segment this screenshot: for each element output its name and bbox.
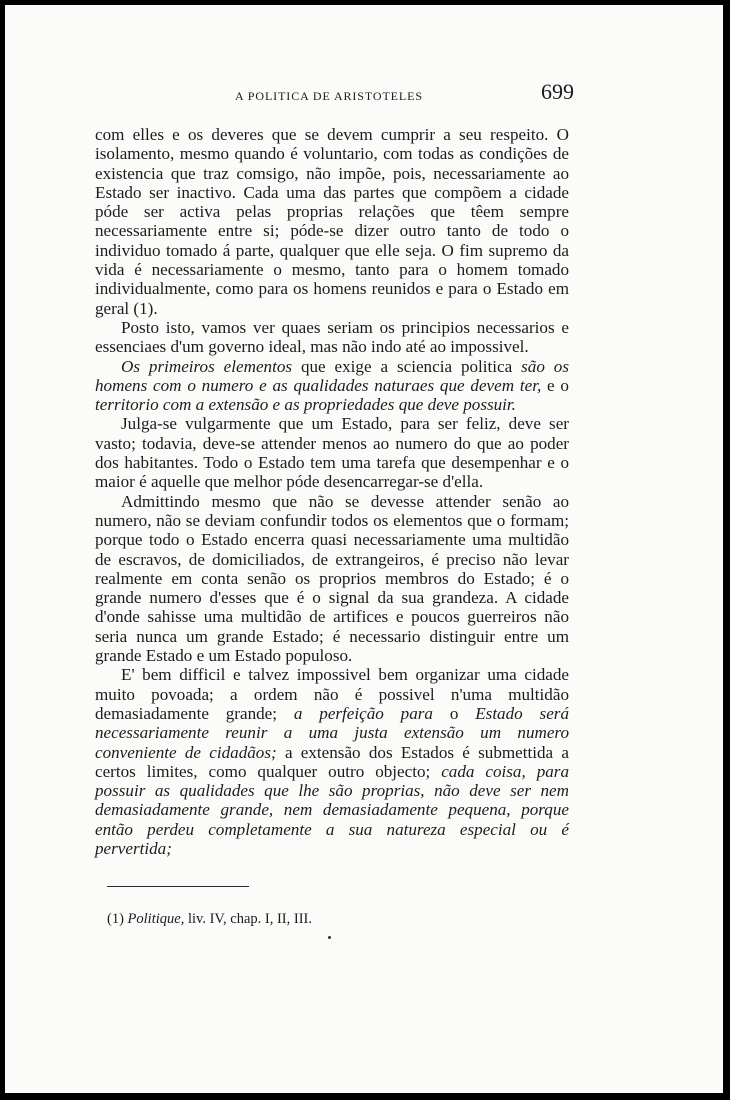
print-speck [328, 936, 331, 939]
paragraph-text: E' bem difficil e talvez impossivel bem organizar uma cidade muito povoada; a ordem não é possivel n'uma multidão demasiadamente grande; [95, 665, 569, 723]
italic-phrase: Estado será necessariamente reunir a uma justa extensão um numero conveniente de cidadãos; [95, 703, 569, 762]
running-title: A POLITICA DE ARISTOTELES [235, 89, 423, 103]
footnote-work: Politique, [127, 911, 185, 927]
paragraph-3 [95, 357, 569, 415]
paragraph-6 [95, 665, 569, 858]
italic-phrase: a perfeição para [293, 703, 433, 723]
body-text [95, 125, 569, 858]
paragraph-text: o [432, 703, 476, 723]
paragraph-1 [95, 125, 569, 318]
footnote [107, 911, 312, 928]
italic-phrase: Os primeiros elementos [121, 356, 293, 376]
footnote-marker: (1) [107, 911, 124, 927]
paragraph-text: que exige a sciencia politica [292, 356, 522, 376]
running-head [5, 79, 723, 109]
paragraph-4 [95, 414, 569, 491]
paragraph-text: e o [541, 375, 569, 395]
book-page [5, 5, 723, 1093]
page-number: 699 [541, 79, 574, 104]
paragraph-text: Admittindo mesmo que não se devesse attender senão ao numero, não se deviam confundir todos os elementos que o formam; porque todo o Estado encerra quasi necessariamente uma multidão de escravos, de domiciliados, de extrangeiros, é preciso não levar realmente em conta senão os proprios membros do Estado; é o grande numero d'esses que é o signal da sua grandeza. A cidade d'onde sahisse uma multidão de artifices e poucos guerreiros não seria nunca um grande Estado; é necessario distinguir entre um grande Estado e um Estado populoso. [95, 491, 569, 666]
paragraph-text: a extensão dos Estados é submettida a certos limites, como qualquer outro objecto; [95, 742, 569, 781]
italic-phrase: são os homens com o numero e as qualidades naturaes que devem ter, [95, 356, 569, 395]
paragraph-text: Posto isto, vamos ver quaes seriam os principios necessarios e essenciaes d'um governo ideal, mas não indo até ao impossivel. [95, 317, 569, 357]
italic-phrase: territorio com a extensão e as propriedades que deve possuir. [95, 395, 516, 415]
paragraph-5 [95, 492, 569, 666]
footnote-rule [107, 886, 249, 887]
paragraph-text: com elles e os deveres que se devem cumprir a seu respeito. O isolamento, mesmo quando é voluntario, com todas as condições de existencia que traz comsigo, não impõe, pois, necessariamente ao Estado ser inactivo. Cada uma das partes que compõem a cidade póde ser activa pelas proprias relações que têem sempre necessariamente entre si; póde-se dizer outro tanto de todo o individuo tomado á parte, qualquer que elle seja. O fim supremo da vida é necessariamente o mesmo, tanto para o homem tomado individualmente, como para os homens reunidos e para o Estado em geral (1). [95, 125, 569, 318]
italic-phrase: cada coisa, para possuir as qualidades que lhe são proprias, não deve ser nem demasiadamente grande, nem demasiadamente pequena, porque então perdeu completamente a sua natureza especial ou é pervertida; [95, 761, 569, 858]
paragraph-2 [95, 318, 569, 357]
paragraph-text: Julga-se vulgarmente que um Estado, para ser feliz, deve ser vasto; todavia, deve-se attender menos ao numero do que ao poder dos habitantes. Todo o Estado tem uma tarefa que desempenhar e o maior é aquelle que melhor póde desencarregar-se d'ella. [95, 414, 569, 492]
footnote-reference: liv. IV, chap. I, II, III. [187, 911, 312, 927]
